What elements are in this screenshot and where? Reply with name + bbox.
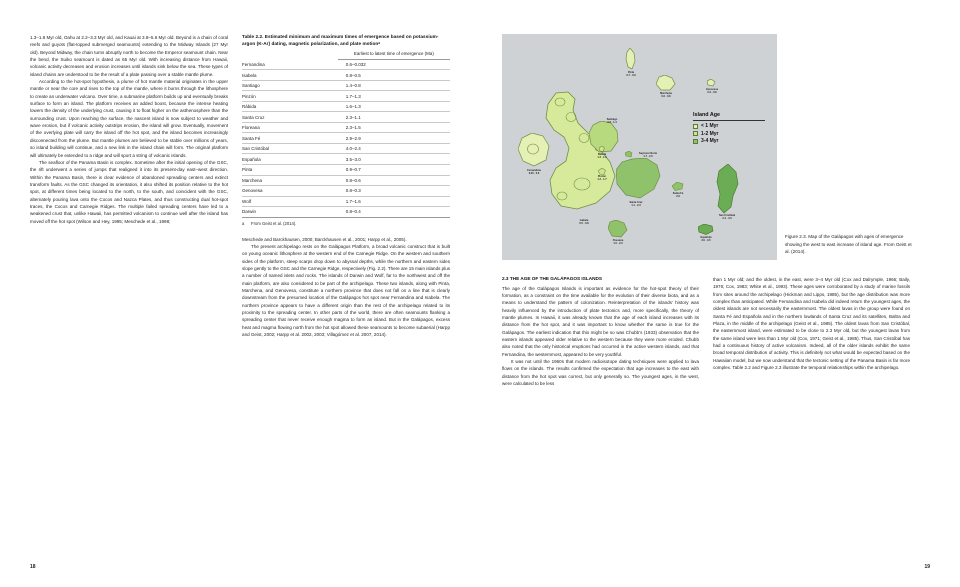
table-cell-range: 1.7–1.3 xyxy=(338,91,450,102)
island-age: 0.3 - 0.8 xyxy=(707,91,717,95)
table-row xyxy=(242,70,450,81)
table-cell-island: Wolf xyxy=(242,196,338,207)
legend-title: Island Age xyxy=(693,112,765,121)
table-cell-island: Isabela xyxy=(242,70,338,81)
table-row xyxy=(242,196,450,207)
table-cell-island: Fernandina xyxy=(242,59,338,70)
island-pinta-shape xyxy=(625,48,637,70)
island-age: 1.7 - 2.3 xyxy=(643,155,653,159)
left-column-2 xyxy=(242,34,450,338)
island-name: Pinzón xyxy=(597,175,607,178)
table-cell-range: 0.6–0.032 xyxy=(338,59,450,70)
island-san-cristobal-shape xyxy=(715,164,739,214)
table-cell-island: Española xyxy=(242,154,338,165)
island-age: 2.9 xyxy=(676,195,680,199)
map-legend xyxy=(693,112,765,146)
paragraph: The seafloor of the Panama Basin is complex. Sometime after the initial opening of the GSC, the rift underwent a series of jumps that realigned it into its present-day east–west direction. Within the Panama Basin, there is clear evidence of abandoned spreading centers and extinct transform faults. As the GSC changed its orientation, it also shifted its position relative to the hot spot, at different times being located to the north, to the south, and coincident with the GSC, alternately pouring lava onto the Cocos and Nazca Plates, and thus constructing dual hot-spot traces, the Cocos and Carnegie Ridges. The multiple failed spreading centers have led to a weakened crust that, unlike Hawaii, has permitted volcanism to continue well after the island has moved off the hot spot (Wilson and Hey, 1995; Meschede et al., 1998; xyxy=(30,159,229,224)
table-cell-island: Santa Cruz xyxy=(242,112,338,123)
paragraph: 1.3–1.8 Myr old, Oahu at 2.2–3.3 Myr old, and Kauai at 3.8–5.6 Myr old. Beyond is a chain of coral reefs and guyots (flat-topped submerged seamounts) extending to the Midway Islands (27 Myr old). Beyond Midway, the chain turns abruptly north to become the Emperor seamount chain. Near the bend, the Suiko seamount is dated as 65 Myr old. With increasing distance from Hawaii, volcanic activity decreases and erosion increases until islands sink below the sea. These types of island chains are understood to be the result of a plate passing over a stable mantle plume. xyxy=(30,35,229,77)
table-cell-island: Genovesa xyxy=(242,186,338,197)
page-number-right: 19 xyxy=(924,564,930,570)
island-name: San Cristóbal xyxy=(718,214,736,217)
island-rabida-shape xyxy=(599,146,605,152)
island-santa-cruz-shape xyxy=(616,158,661,200)
label-san-cristobal xyxy=(719,214,735,220)
island-name: Seymour Norte xyxy=(639,152,657,155)
table-header-span: Earliest to latest time of emergence (Ma) xyxy=(338,51,450,59)
label-santa-cruz xyxy=(629,201,642,207)
table-cell-range: 1.4–0.8 xyxy=(338,80,450,91)
island-age: 1.3 - 1.7 xyxy=(597,178,607,182)
table-cell-island: Marchena xyxy=(242,175,338,186)
table-row xyxy=(242,186,450,197)
label-santiago xyxy=(607,118,618,124)
label-marchena xyxy=(660,92,672,98)
figure-caption: Figure 2.3. Map of the Galápagos with ages of emergence showing the west to east increase of island age. From Geist et al. (2014). xyxy=(785,234,912,255)
island-name: Floreana xyxy=(612,239,624,242)
right-column-2 xyxy=(713,276,910,387)
table-row xyxy=(242,91,450,102)
island-marchena-shape xyxy=(656,75,676,91)
table-cell-range: 2.9–2.9 xyxy=(338,133,450,144)
table-row xyxy=(242,207,450,218)
table-cell-range: 0.8–0.5 xyxy=(338,70,450,81)
legend-item xyxy=(693,123,765,129)
island-age: 1.5 - 2.3 xyxy=(613,242,623,246)
island-name: Fernandina xyxy=(527,169,541,172)
table-header-blank xyxy=(242,51,338,59)
legend-swatch-icon xyxy=(693,131,698,136)
island-age: 0.7 - 0.9 xyxy=(626,74,636,78)
footnote-marker: a xyxy=(242,220,245,226)
table-footnote xyxy=(242,221,450,227)
island-age: 0.6 - 0.8 xyxy=(661,95,671,99)
page-number-left: 18 xyxy=(30,564,36,570)
legend-rows xyxy=(693,123,765,144)
island-name: Española xyxy=(700,236,712,239)
island-name: Santa Fé xyxy=(672,192,684,195)
table-cell-range: 1.7–1.6 xyxy=(338,196,450,207)
island-name: Genovesa xyxy=(706,88,718,91)
island-name: Isabela xyxy=(579,219,589,222)
table-cell-range: 0.8–0.4 xyxy=(338,207,450,218)
table-row xyxy=(242,175,450,186)
table-row xyxy=(242,122,450,133)
table-cell-range: 3.5–3.0 xyxy=(338,154,450,165)
table-row xyxy=(242,165,450,176)
left-column-2-text xyxy=(242,236,450,339)
label-isabela xyxy=(579,219,588,225)
island-name: Marchena xyxy=(660,92,672,95)
table-cell-range: 2.3–1.5 xyxy=(338,122,450,133)
paragraph: The age of the Galápagos Islands is important as evidence for the hot-spot theory of their formation, as a constraint on the time available for the evolution of their diverse biota, and as a means to understand the pattern of colonization. Reinterpretation of the islands' history was heavily influenced by the introduction of plate tectonics and, more specifically, the theory of mantle plumes. In Hawaii, it was already known that the age of each island increases with its distance from the hot spot, and it was important to know whether the same is true for the Galápagos. The earliest indication that this might be so was Chubb's (1933) observation that the eastern islands appeared older relative to the western because they were more eroded. Chubb also noted that the only historical eruptions had occurred in the active western islands, and that Fernandina, the westernmost, appeared to be very youthful. xyxy=(502,285,699,357)
table-2-2 xyxy=(242,34,450,227)
section-heading: 2.3 THE AGE OF THE GALÁPAGOS ISLANDS xyxy=(502,276,603,281)
table-cell-range: 0.8–0.3 xyxy=(338,186,450,197)
paragraph: than 1 Myr old; and the oldest, in the east, were 3–4 Myr old (Cox and Dalrymple, 1966; Baily, 1976; Cox, 1983; White et al., 1993). These ages were corroborated by a study of marine fossils from sites around the archipelago (Hickman and Lipps, 1985), but the age distribution was more complex than anticipated. While Fernandina and Isabela did indeed return the youngest ages, the oldest islands are not necessarily the easternmost. The oldest lavas in the group were found on Santa Fé and Española and in the northern lowlands of Santa Cruz and its satellites, Baltra and Plaza, in the middle of the archipelago (Geist et al., 1985). The oldest lavas from San Cristóbal, the easternmost island, were estimated to be close to 2.3 Myr old, but the youngest lavas from the same island were less than 1 Myr old (Cox, 1971; Geist et al., 1985). Thus, San Cristóbal has had a continuous history of active volcanism. Indeed, all of the older islands exhibit the same broad temporal distribution of activity. This is definitely not what would be expected based on the Hawaiian model, but we now understand that the tectonic setting of the Panama Basin is far more complex. Table 2.2 and Figure 2.3 illustrate the temporal relationships within the archipelago. xyxy=(713,277,910,371)
island-espanola-shape xyxy=(698,224,714,235)
table-cell-range: 1.6–1.3 xyxy=(338,101,450,112)
island-age: 1.1 - 2.3 xyxy=(631,204,641,208)
paragraph: According to the hot-spot hypothesis, a plume of hot mantle material originates in the upper mantle or near the core and rises to the top of the mantle, where it burns through the lithosphere to create an underwater volcano. Over time, a submarine platform builds up and eventually breaks surface to form an island. The platform receives an added boost, because the intense heating lowers the density of the underlying crust, causing it to float higher on the asthenosphere than the surrounding crust. Upon reaching the surface, the nascent island is now subject to weather and wave erosion, but if volcanic activity outstrips erosion, the island will grow. Eventually, movement of the overlying plate will carry the island off the hot spot, and the island becomes increasingly disconnected from the plume. But mantle plumes are believed to be stable over millions of years, so island building will continue, and a new link in the island chain will form. The original platform will ultimately be extended to a ridge and will sport a string of volcanic islands. xyxy=(30,79,229,158)
legend-item xyxy=(693,131,765,137)
emergence-times-table xyxy=(242,51,450,217)
table-row xyxy=(242,154,450,165)
left-column-1 xyxy=(30,34,228,338)
island-floreana-shape xyxy=(608,220,628,238)
legend-label: 1-2 Myr xyxy=(701,130,719,137)
island-santa-fe-shape xyxy=(672,182,684,191)
table-cell-island: Floreana xyxy=(242,122,338,133)
island-age: 0.03 - 0.6 xyxy=(528,172,540,176)
paragraph: The present archipelago rests on the Galápagos Platform, a broad volcanic construct that is built on young oceanic lithosphere at the western end of the Carnegie Ridge. On the western and southern sides of the platform, steep scarps drop down to abyssal depths, while the northern and eastern sides slope gently to the GSC and the Carnegie Ridge, respectively (Fig. 2.2). There are 15 main islands plus a number of named islets and rocks. The islands of Darwin and Wolf, far to the northwest and off the main platform, are also considered to be part of the archipelago. These two islands, along with Pinta, Marchena, and Genovesa, constitute a northern province that does not fall on a line that is clearly downstream from the presumed location of the Galápagos hot spot near Fernandina and Isabela. The northern province appears to have a different origin than the rest of the archipelago related to its proximity to the spreading center. In other parts of the world, there are often seamounts flanking a spreading center that never receive enough magma to form an island. But in the Galápagos, excess heat and magma flowing north from the hot spot allowed these seamounts to become subaerial (Harpp and Geist, 2002; Harpp et al. 2002, 2003; Villagómez et al. 2007, 2014). xyxy=(242,244,450,338)
table-row xyxy=(242,133,450,144)
label-floreana xyxy=(613,239,623,245)
label-espanola xyxy=(700,236,711,242)
table-row xyxy=(242,59,450,70)
island-name: Rábida xyxy=(597,153,607,156)
island-age: 0.5 - 0.8 xyxy=(579,222,589,226)
label-pinzon xyxy=(597,175,606,181)
galapagos-map xyxy=(502,34,777,260)
table-row xyxy=(242,143,450,154)
table-row xyxy=(242,80,450,91)
island-name: Santa Cruz xyxy=(629,201,643,204)
paragraph: Meschede and Barckhausen, 2000; Barckhausen et al., 2001; Harpp et al., 2005). xyxy=(242,236,407,242)
label-santa-fe xyxy=(673,192,683,198)
table-cell-range: 4.0–2.4 xyxy=(338,143,450,154)
table-cell-range: 0.8–0.6 xyxy=(338,175,450,186)
island-name: Pinta xyxy=(627,71,635,74)
table-cell-island: Pinzón xyxy=(242,91,338,102)
island-seymour-norte-shape xyxy=(625,151,633,158)
island-name: Santiago xyxy=(606,118,618,121)
island-pinzon-shape xyxy=(598,168,606,175)
island-age: 2.4 - 4.0 xyxy=(722,217,732,221)
paragraph: It was not until the 1960s that modern radioisotope dating techniques were applied to lava flows on the islands. The results confirmed the expectation that age increases to the east with distance from the hot spot was correct, but only generally so. The youngest ages, in the west, were calculated to be less xyxy=(502,358,699,386)
table-cell-island: Darwin xyxy=(242,207,338,218)
table-cell-range: 2.3–1.1 xyxy=(338,112,450,123)
right-column-1 xyxy=(502,276,699,387)
island-age: 1.3 - 1.6 xyxy=(597,156,607,160)
legend-item xyxy=(693,138,765,144)
table-cell-island: Rábida xyxy=(242,101,338,112)
island-genovesa-shape xyxy=(707,79,716,87)
table-row xyxy=(242,101,450,112)
island-age: 0.8 - 1.4 xyxy=(607,121,617,125)
legend-swatch-icon xyxy=(693,139,698,144)
label-rabida xyxy=(597,153,606,159)
label-pinta xyxy=(626,71,635,77)
figure-2-3 xyxy=(502,34,930,260)
table-row xyxy=(242,112,450,123)
table-cell-range: 0.9–0.7 xyxy=(338,165,450,176)
legend-label: 3-4 Myr xyxy=(701,138,719,145)
island-age: 3.0 - 3.5 xyxy=(701,239,711,243)
table-cell-island: Pinta xyxy=(242,165,338,176)
label-genovesa xyxy=(706,88,718,94)
legend-swatch-icon xyxy=(693,124,698,129)
table-cell-island: Santa Fé xyxy=(242,133,338,144)
legend-label: < 1 Myr xyxy=(701,123,719,129)
label-fernandina xyxy=(527,169,540,175)
right-page xyxy=(480,0,960,587)
table-body xyxy=(242,59,450,217)
table-cell-island: Santiago xyxy=(242,80,338,91)
table-cell-island: San Cristóbal xyxy=(242,143,338,154)
footnote-text: From Geist et al. (2014). xyxy=(251,220,297,226)
table-title: Table 2.2. Estimated minimum and maximum times of emergence based on potassium-argon (K-Ar) dating, magnetic polarization, and plate motionᵃ xyxy=(242,34,439,46)
